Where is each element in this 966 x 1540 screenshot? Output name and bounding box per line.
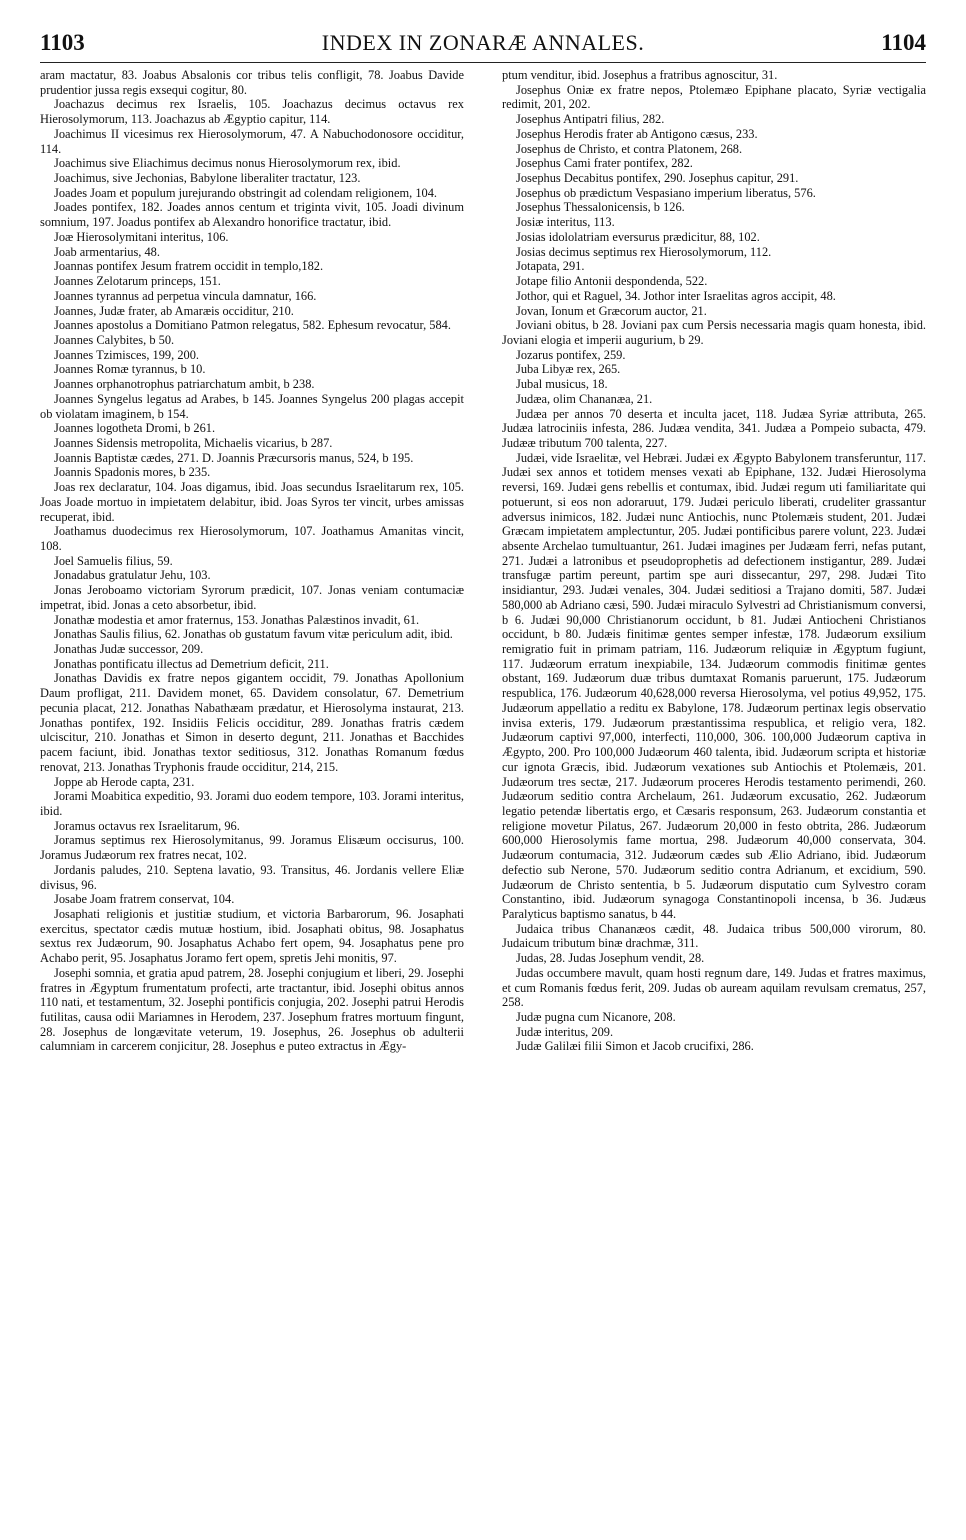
- index-entry: Josephus Antipatri filius, 282.: [516, 112, 665, 127]
- index-entry: Jotape filio Antonii despondenda, 522.: [516, 274, 708, 289]
- index-entry: Jotapata, 291.: [516, 259, 585, 274]
- page-number-right: 1104: [881, 30, 926, 55]
- index-entry: Josias decimus septimus rex Hierosolymorum, 112.: [516, 244, 772, 259]
- index-entry: Joachimus sive Eliachimus decimus nonus Hierosolymorum rex, ibid.: [54, 156, 401, 171]
- index-entry: aram mactatur, 83. Joabus Absalonis cor tribus telis confligit, 78. Joabus Davide prudentior jussa regis exsequi cogitur, 80.: [40, 68, 464, 97]
- index-entry: Jonathas Davidis ex fratre nepos gigantem occidit, 79. Jonathas Apollonium Daum profligat, 211. Davidem monet, 65. Davidem consolatur, 67. Demetrium pecunia placat, 212. Jonathas Nabathæam prædatur, et Hierosolyma instaurat, 213. Jonathas pontifex, 192. Insidiis Felicis occiditur, 289. Jonathas fratris cædem ulciscitur, 210. Jonathas et Simon in deserto degunt, 211. Jonathas et Bacchides pacem faciunt, ibid. Jonathas textor seditiosus, 312. Jonathas Romanum fœdus renovat, 213. Jonathas Tryphonis fraude occiditur, 214, 215.: [40, 671, 464, 774]
- index-entry: Josaphati religionis et justitiæ studium, et victoria Barbarorum, 96. Josaphati exercitus, spectator cædis mutuæ hostium, ibid. Josaphati obitus, 98. Josaphatus sextus rex Judæorum, 90. Josaphatus Achabo fert opem, 94. Josaphatus pene pro Achabo perit, 95. Josaphatus Joramo fert opem, spretis Jehi monitis, 97.: [40, 906, 464, 966]
- index-entry: Judas, 28. Judas Josephum vendit, 28.: [516, 951, 705, 966]
- index-entry: Joannes Romæ tyrannus, b 10.: [54, 362, 206, 377]
- index-entry: Joannes Tzimisces, 199, 200.: [54, 347, 199, 362]
- index-entry: ptum venditur, ibid. Josephus a fratribus agnoscitur, 31.: [502, 68, 778, 82]
- index-entry: Judæ pugna cum Nicanore, 208.: [516, 1010, 676, 1024]
- index-entry: Josephus ob prædictum Vespasiano imperium liberatus, 576.: [516, 185, 816, 200]
- index-entry: Jovan, Ionum et Græcorum auctor, 21.: [516, 303, 707, 318]
- index-entry: Joannes Zelotarum princeps, 151.: [54, 274, 221, 289]
- index-entry: Josias idololatriam eversurus prædicitur, 88, 102.: [516, 229, 760, 244]
- index-entry: Joppe ab Herode capta, 231.: [54, 774, 195, 789]
- index-entry: Joannes, Judæ frater, ab Amaræis occiditur, 210.: [54, 303, 294, 318]
- index-entry: Jubal musicus, 18.: [516, 377, 608, 392]
- index-entry: Jordanis paludes, 210. Septena lavatio, 93. Transitus, 46. Jordanis vellere Eliæ divisus, 96.: [40, 862, 464, 892]
- index-entry: Josiæ interitus, 113.: [516, 215, 615, 230]
- index-entry: Jonathas Judæ successor, 209.: [54, 642, 204, 657]
- index-entry: Joel Samuelis filius, 59.: [54, 553, 173, 568]
- index-entry: Joæ Hierosolymitani interitus, 106.: [54, 229, 229, 244]
- index-entry: Judæa, olim Chananæa, 21.: [516, 391, 653, 406]
- index-entry: Judæa per annos 70 deserta et inculta jacet, 118. Judæa Syriæ attributa, 265. Judæa latrociniis infesta, 286. Judæa vendita, 341. Judæa a Pompeio subacta, 479. Judææ tributum 700 talenta, 227.: [502, 406, 926, 450]
- index-entry: Judæ Galilæi filii Simon et Jacob crucifixi, 286.: [516, 1039, 754, 1054]
- left-column: [40, 68, 464, 1054]
- index-entry: Joachazus decimus rex Israelis, 105. Joachazus decimus octavus rex Hierosolymorum, 113. Joachazus ab Ægyptio capitur, 114.: [40, 97, 464, 127]
- index-entry: Joannes logotheta Dromi, b 261.: [54, 421, 216, 436]
- index-entry: Josephus de Christo, et contra Platonem, 268.: [516, 141, 743, 156]
- index-entry: Joannis Baptistæ cædes, 271. D. Joannis Præcursoris manus, 524, b 195.: [54, 450, 414, 465]
- index-entry: Joannes tyrannus ad perpetua vincula damnatur, 166.: [54, 288, 317, 303]
- index-entry: Jonas Jeroboamo victoriam Syrorum prædicit, 107. Jonas veniam contumaciæ impetrat, ibid. Jonas a ceto absorbetur, ibid.: [40, 583, 464, 612]
- index-entry: Judæi, vide Israelitæ, vel Hebræi. Judæi ex Ægypto Babylonem transferuntur, 117. Judæi sex annos et totidem menses vexati ab Epiphane, 132. Judæi Hierosolyma reversi, 169. Judæi gens rebellis et contumax, ibid. Judæi regum uti familiaritate qui potuerunt, si eos non adoraruut, 179. Judæi periculo liberati, crudeliter grassantur adversus inimicos, 182. Judæi nunc Antiochis, nunc Ptolemæis student, 201. Judæi Græcam impietatem amplectuntur, 205. Judæi pontificibus parere volunt, 223. Judæi absente Archelao tumultuantur, 261. Judæi imagines per Judæam ferri, nefas putant, 271. Judæi a latronibus et pseudoprophetis ad defectionem instigantur, 289. Judæi transfugæ partim pereunt, partim spe auri dissecantur, 297, 298. Judæi Tito insidiantur, 293. Judæi venales, 304. Judæi seditiosi a Trajano domiti, 587. Judæi 580,000 ab Adriano cæsi, 590. Judæi miraculo Sylvestri ad Christianismum conversi, b 6. Judæi 90,000 Christianorum occidunt, b 81. Judæi Antiocheni Christianos occidunt, b 80. Judæis finitimæ gentes semper infestæ, 178. Judæorum exsilium remigratio fuit in primam patriam, 116. Judæorum reliquiæ in Ægyptum fugiunt, 117. Judæorum erratum inexpiabile, 134. Judæorum commodis finitimæ gentes obstant, 169. Judæorum duæ tribus dumtaxat Romanis paruerunt, 175. Judæorum respublica, 176. Judæorum 40,628,000 reversa Hierosolyma, vel potius 49,952, 175. Judæorum appellatio a reditu ex Babylone, 178. Judæorum pertinax legis observatio invisa exteris, 179. Judæorum præstantissima respublica, et religio vera, 182. Judæorum captivi 97,000, interfecti, 110,000, 306. 100,000 Judæorum captiva in Ægypto, 200. Pro 100,000 Judæorum 460 talenta, ibid. Judæorum scripta et historiæ cur ignota Græcis, ibid. Judæorum vexationes sub Antiochis et Ptolemæis, 201. Judæorum tres sectæ, 217. Judæorum proceres Herodis testamento perimendi, 260. Judæorum seditio contra Archelaum, 261. Judæorum excusatio, 262. Judæorum legatio petendæ libertatis ergo, et Cæsaris responsum, 263. Judæorum constantia et religione movetur Pilatus, 267. Judæorum 20,000 in festo obtrita, 286. Judæorum 600,000 Hierosolymis fame mortua, 298. Judæorum 40,000 conservata, 304. Judæorum contumacia, 312. Judæorum cædes sub Ælio Adriano, ibid. Judæorum defectio sub Nerone, 570. Judæorum seditio contra Adrianum, et excidium, 590. Judæorum de Christo sententia, b 5. Judæorum disputatio cum Sylvestro coram Constantino, ibid. Judæorum synagoga Constantinopoli incensa, b 36. Judæus Paralyticus baptismo sanatus, b 44.: [502, 450, 926, 921]
- index-entry: Joades pontifex, 182. Joades annos centum et triginta vivit, 105. Joadi divinum somnium, 197. Joadus pontifex ab Alexandro honorifice tractatur, ibid.: [40, 200, 464, 230]
- index-entry: Joannes apostolus a Domitiano Patmon relegatus, 582. Ephesum revocatur, 584.: [54, 318, 451, 333]
- index-entry: Joachimus II vicesimus rex Hierosolymorum, 47. A Nabuchodonosore occiditur, 114.: [40, 126, 464, 156]
- index-entry: Joathamus duodecimus rex Hierosolymorum, 107. Joathamus Amanitas vincit, 108.: [40, 524, 464, 553]
- index-entry: Josephus Decabitus pontifex, 290. Josephus capitur, 291.: [516, 171, 799, 186]
- index-entry: Juba Libyæ rex, 265.: [516, 362, 621, 377]
- index-entry: Judas occumbere mavult, quam hosti regnum dare, 149. Judas et fratres maximus, et cum Romanis fœdus ferit, 209. Judas ob auream aquilam revulsam crematus, 257, 258.: [502, 965, 926, 1010]
- page-header: [40, 30, 926, 58]
- index-entry: Jonathas Saulis filius, 62. Jonathas ob gustatum favum vitæ periculum adit, ibid.: [54, 627, 453, 642]
- right-column: [502, 68, 926, 1054]
- index-entry: Joviani obitus, b 28. Joviani pax cum Persis necessaria magis quam honesta, ibid. Joviani elogia et imperii augurium, b 29.: [502, 318, 926, 347]
- index-entry: Joannes Calybites, b 50.: [54, 332, 175, 347]
- index-entry: Jothor, qui et Raguel, 34. Jothor inter Israelitas agros accipit, 48.: [516, 288, 836, 303]
- index-entry: Josephus Oniæ ex fratre nepos, Ptolemæo Epiphane placato, Syriæ vectigalia redimit, 201, 202.: [502, 82, 926, 112]
- index-entry: Judæ interitus, 209.: [516, 1024, 614, 1039]
- index-entry: Joab armentarius, 48.: [54, 244, 160, 259]
- index-entry: Jonadabus gratulatur Jehu, 103.: [54, 568, 211, 583]
- header-rule: [40, 62, 926, 63]
- index-entry: Joannes Syngelus legatus ad Arabes, b 145. Joannes Syngelus 200 plagas accepit ob violatam imaginem, b 154.: [40, 391, 464, 421]
- index-entry: Josabe Joam fratrem conservat, 104.: [54, 892, 235, 907]
- index-entry: Joannas pontifex Jesum fratrem occidit in templo,182.: [54, 259, 324, 274]
- index-entry: Joades Joam et populum jurejurando obstringit ad colendam religionem, 104.: [54, 185, 437, 200]
- index-entry: Joannis Spadonis mores, b 235.: [54, 465, 211, 480]
- index-entry: Joannes orphanotrophus patriarchatum ambit, b 238.: [54, 377, 315, 392]
- index-entry: Joannes Sidensis metropolita, Michaelis vicarius, b 287.: [54, 435, 333, 450]
- index-entry: Josephi somnia, et gratia apud patrem, 28. Josephi conjugium et liberi, 29. Josephi fratres in Ægyptum frumentatum profecti, arte tractantur, ibid. Josephi obitus annos 110 nati, et testamentum, 32. Josephi pontificis conjugia, 202. Josephi patrui Herodis futilitas, causa odii Mariamnes in Herodem, 237. Josephum fratres mortuum fingunt, 28. Josephus de longævitate veterum, 19. Josephus, 26. Josephus ob adulterii calumniam in carcerem conjicitur, 28. Josephus e puteo extractus in Ægy-: [40, 965, 464, 1054]
- index-entry: Josephus Thessalonicensis, b 126.: [516, 200, 685, 215]
- index-entry: Joas rex declaratur, 104. Joas digamus, ibid. Joas secundus Israelitarum rex, 105. Joas Joade mortuo in impietatem delabitur, ibid. Joas Syros ter vincit, urbes amissas recuperat, ibid.: [40, 480, 464, 524]
- index-entry: Jonathæ modestia et amor fraternus, 153. Jonathas Palæstinos invadit, 61.: [54, 612, 420, 627]
- index-entry: Joachimus, sive Jechonias, Babylone liberaliter tractatur, 123.: [54, 171, 361, 186]
- index-entry: Jorami Moabitica expeditio, 93. Jorami duo eodem tempore, 103. Jorami interitus, ibid.: [40, 789, 464, 818]
- index-entry: Judaica tribus Chananæos cædit, 48. Judaica tribus 500,000 virorum, 80. Judaicum tributum binæ drachmæ, 311.: [502, 921, 926, 951]
- index-entry: Josephus Cami frater pontifex, 282.: [516, 156, 693, 171]
- page-number-left: 1103: [40, 30, 85, 55]
- index-entry: Joramus octavus rex Israelitarum, 96.: [54, 818, 240, 833]
- index-entry: Jonathas pontificatu illectus ad Demetrium deficit, 211.: [54, 656, 329, 671]
- index-entry: Jozarus pontifex, 259.: [516, 347, 626, 362]
- index-entry: Josephus Herodis frater ab Antigono cæsus, 233.: [516, 126, 758, 141]
- index-entry: Joramus septimus rex Hierosolymitanus, 99. Joramus Elisæum occisurus, 100. Joramus Judæorum rex fratres necat, 102.: [40, 833, 464, 863]
- running-title: INDEX IN ZONARÆ ANNALES.: [321, 30, 645, 55]
